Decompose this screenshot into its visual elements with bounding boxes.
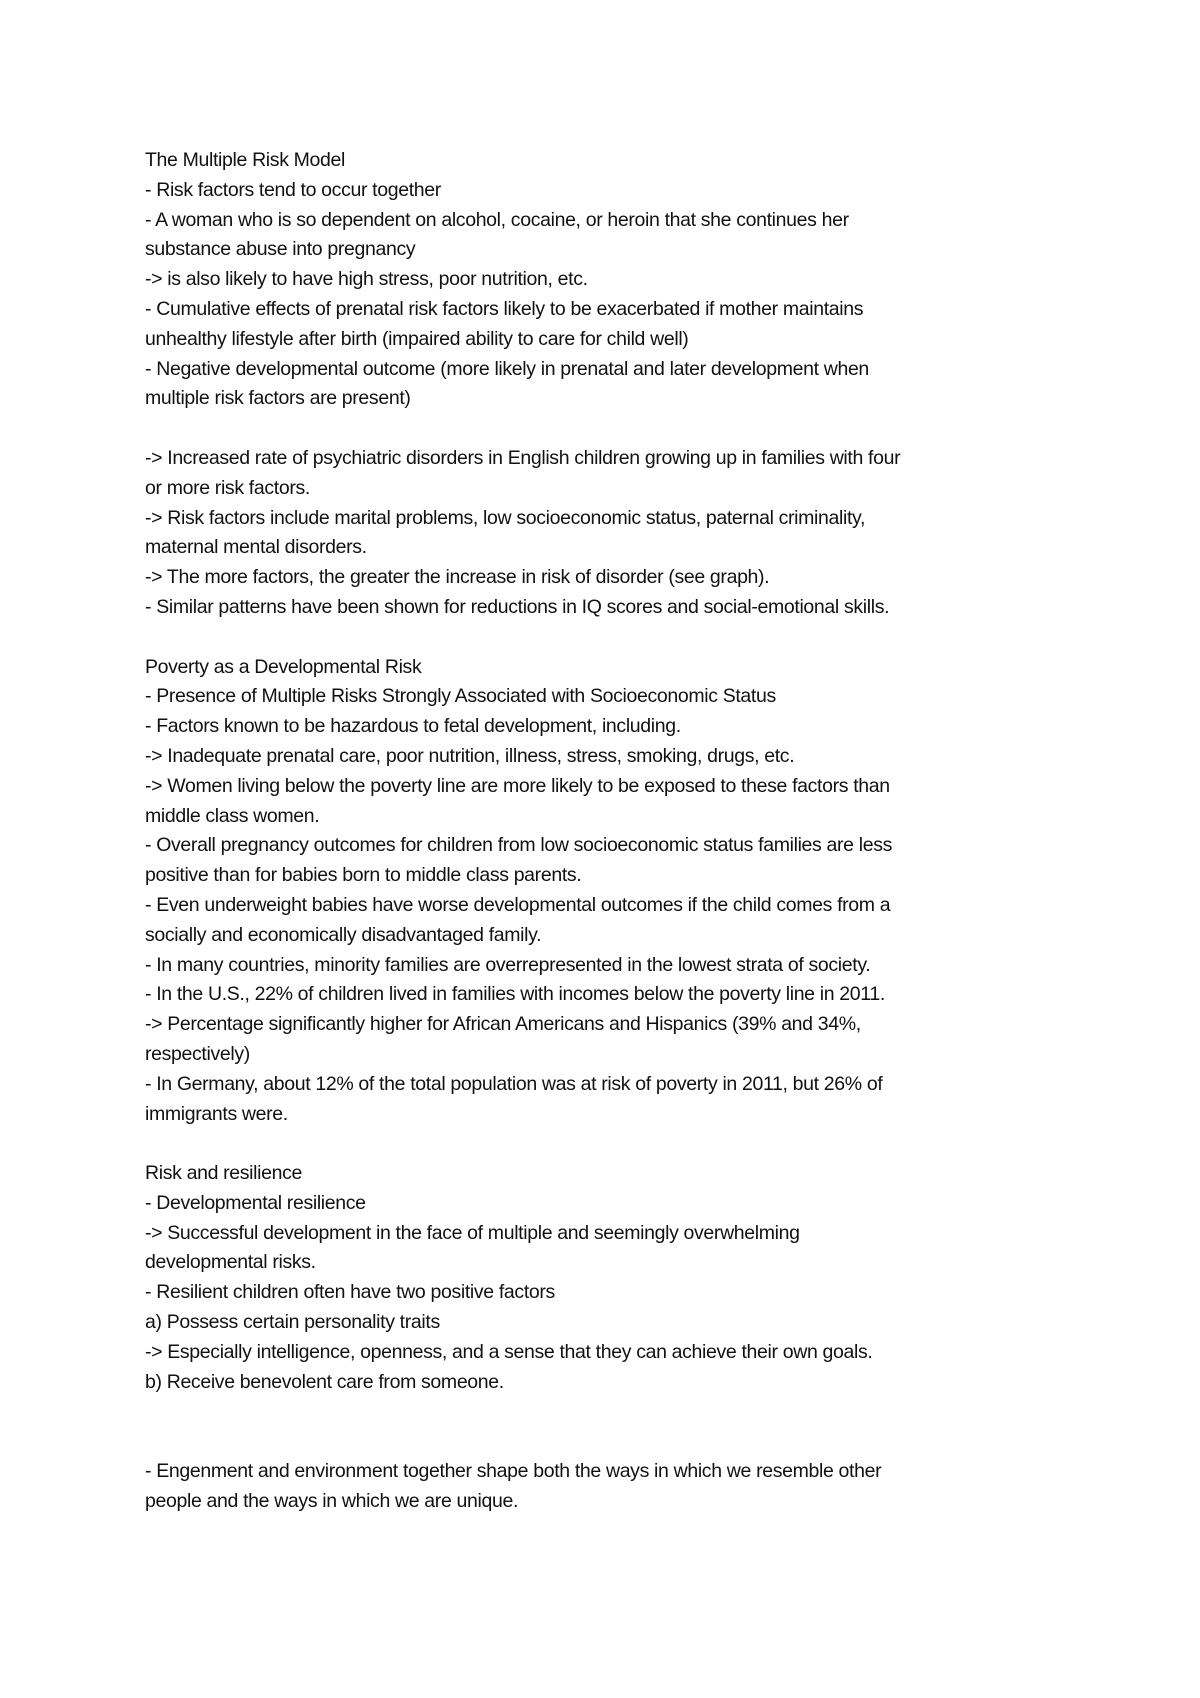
- blank-line: [145, 1129, 1065, 1159]
- text-line: - Presence of Multiple Risks Strongly Associated with Socioeconomic Status: [145, 685, 776, 708]
- text-line: unhealthy lifestyle after birth (impaired ability to care for child well): [145, 327, 689, 350]
- text-line: - A woman who is so dependent on alcohol, cocaine, or heroin that she continues her: [145, 208, 849, 231]
- text-line: middle class women.: [145, 804, 320, 827]
- text-line: respectively): [145, 1042, 250, 1065]
- blank-line: [145, 1397, 1065, 1457]
- text-line: -> Especially intelligence, openness, and a sense that they can achieve their own goals.: [145, 1340, 873, 1363]
- text-line: immigrants were.: [145, 1102, 288, 1125]
- text-line: - In Germany, about 12% of the total population was at risk of poverty in 2011, but 26% of: [145, 1072, 883, 1095]
- text-line: a) Possess certain personality traits: [145, 1311, 440, 1334]
- text-line: - Even underweight babies have worse developmental outcomes if the child comes from a: [145, 893, 891, 916]
- text-line: -> Risk factors include marital problems, low socioeconomic status, paternal criminality,: [145, 506, 866, 529]
- text-line: -> Women living below the poverty line are more likely to be exposed to these factors than: [145, 774, 890, 797]
- text-line: substance abuse into pregnancy: [145, 238, 416, 261]
- text-line: - Negative developmental outcome (more likely in prenatal and later development when: [145, 357, 869, 380]
- blank-line: [145, 623, 1065, 653]
- text-line: socially and economically disadvantaged family.: [145, 923, 542, 946]
- text-line: - Developmental resilience: [145, 1191, 366, 1214]
- text-line: b) Receive benevolent care from someone.: [145, 1370, 504, 1393]
- document-body: [145, 146, 1065, 1517]
- blank-line: [145, 414, 1065, 444]
- text-line: - Resilient children often have two positive factors: [145, 1281, 555, 1304]
- heading-multiple-risk-model: The Multiple Risk Model: [145, 149, 346, 171]
- text-line: -> Successful development in the face of multiple and seemingly overwhelming: [145, 1221, 800, 1244]
- text-line: - Similar patterns have been shown for reductions in IQ scores and social-emotional skills.: [145, 595, 890, 618]
- text-line: - Risk factors tend to occur together: [145, 178, 441, 201]
- text-line: -> is also likely to have high stress, poor nutrition, etc.: [145, 268, 588, 291]
- text-line: - In many countries, minority families are overrepresented in the lowest strata of society.: [145, 953, 871, 976]
- text-line: - Cumulative effects of prenatal risk factors likely to be exacerbated if mother maintains: [145, 297, 864, 320]
- text-line: multiple risk factors are present): [145, 387, 411, 410]
- text-line: -> Inadequate prenatal care, poor nutrition, illness, stress, smoking, drugs, etc.: [145, 744, 795, 767]
- text-line: or more risk factors.: [145, 476, 310, 499]
- heading-poverty-developmental-risk: Poverty as a Developmental Risk: [145, 655, 422, 678]
- heading-risk-and-resilience: Risk and resilience: [145, 1162, 303, 1185]
- text-line: developmental risks.: [145, 1251, 316, 1274]
- text-line: - In the U.S., 22% of children lived in families with incomes below the poverty line in 2011.: [145, 983, 885, 1006]
- text-line: - Engenment and environment together shape both the ways in which we resemble other: [145, 1460, 882, 1483]
- text-line: positive than for babies born to middle class parents.: [145, 864, 582, 887]
- text-line: - Overall pregnancy outcomes for children from low socioeconomic status families are less: [145, 834, 892, 857]
- text-line: -> The more factors, the greater the increase in risk of disorder (see graph).: [145, 566, 770, 589]
- text-line: maternal mental disorders.: [145, 536, 367, 559]
- text-line: -> Percentage significantly higher for African Americans and Hispanics (39% and 34%,: [145, 1013, 861, 1036]
- text-line: -> Increased rate of psychiatric disorders in English children growing up in families with four: [145, 446, 901, 469]
- text-line: people and the ways in which we are unique.: [145, 1489, 519, 1512]
- text-line: - Factors known to be hazardous to fetal development, including.: [145, 715, 681, 738]
